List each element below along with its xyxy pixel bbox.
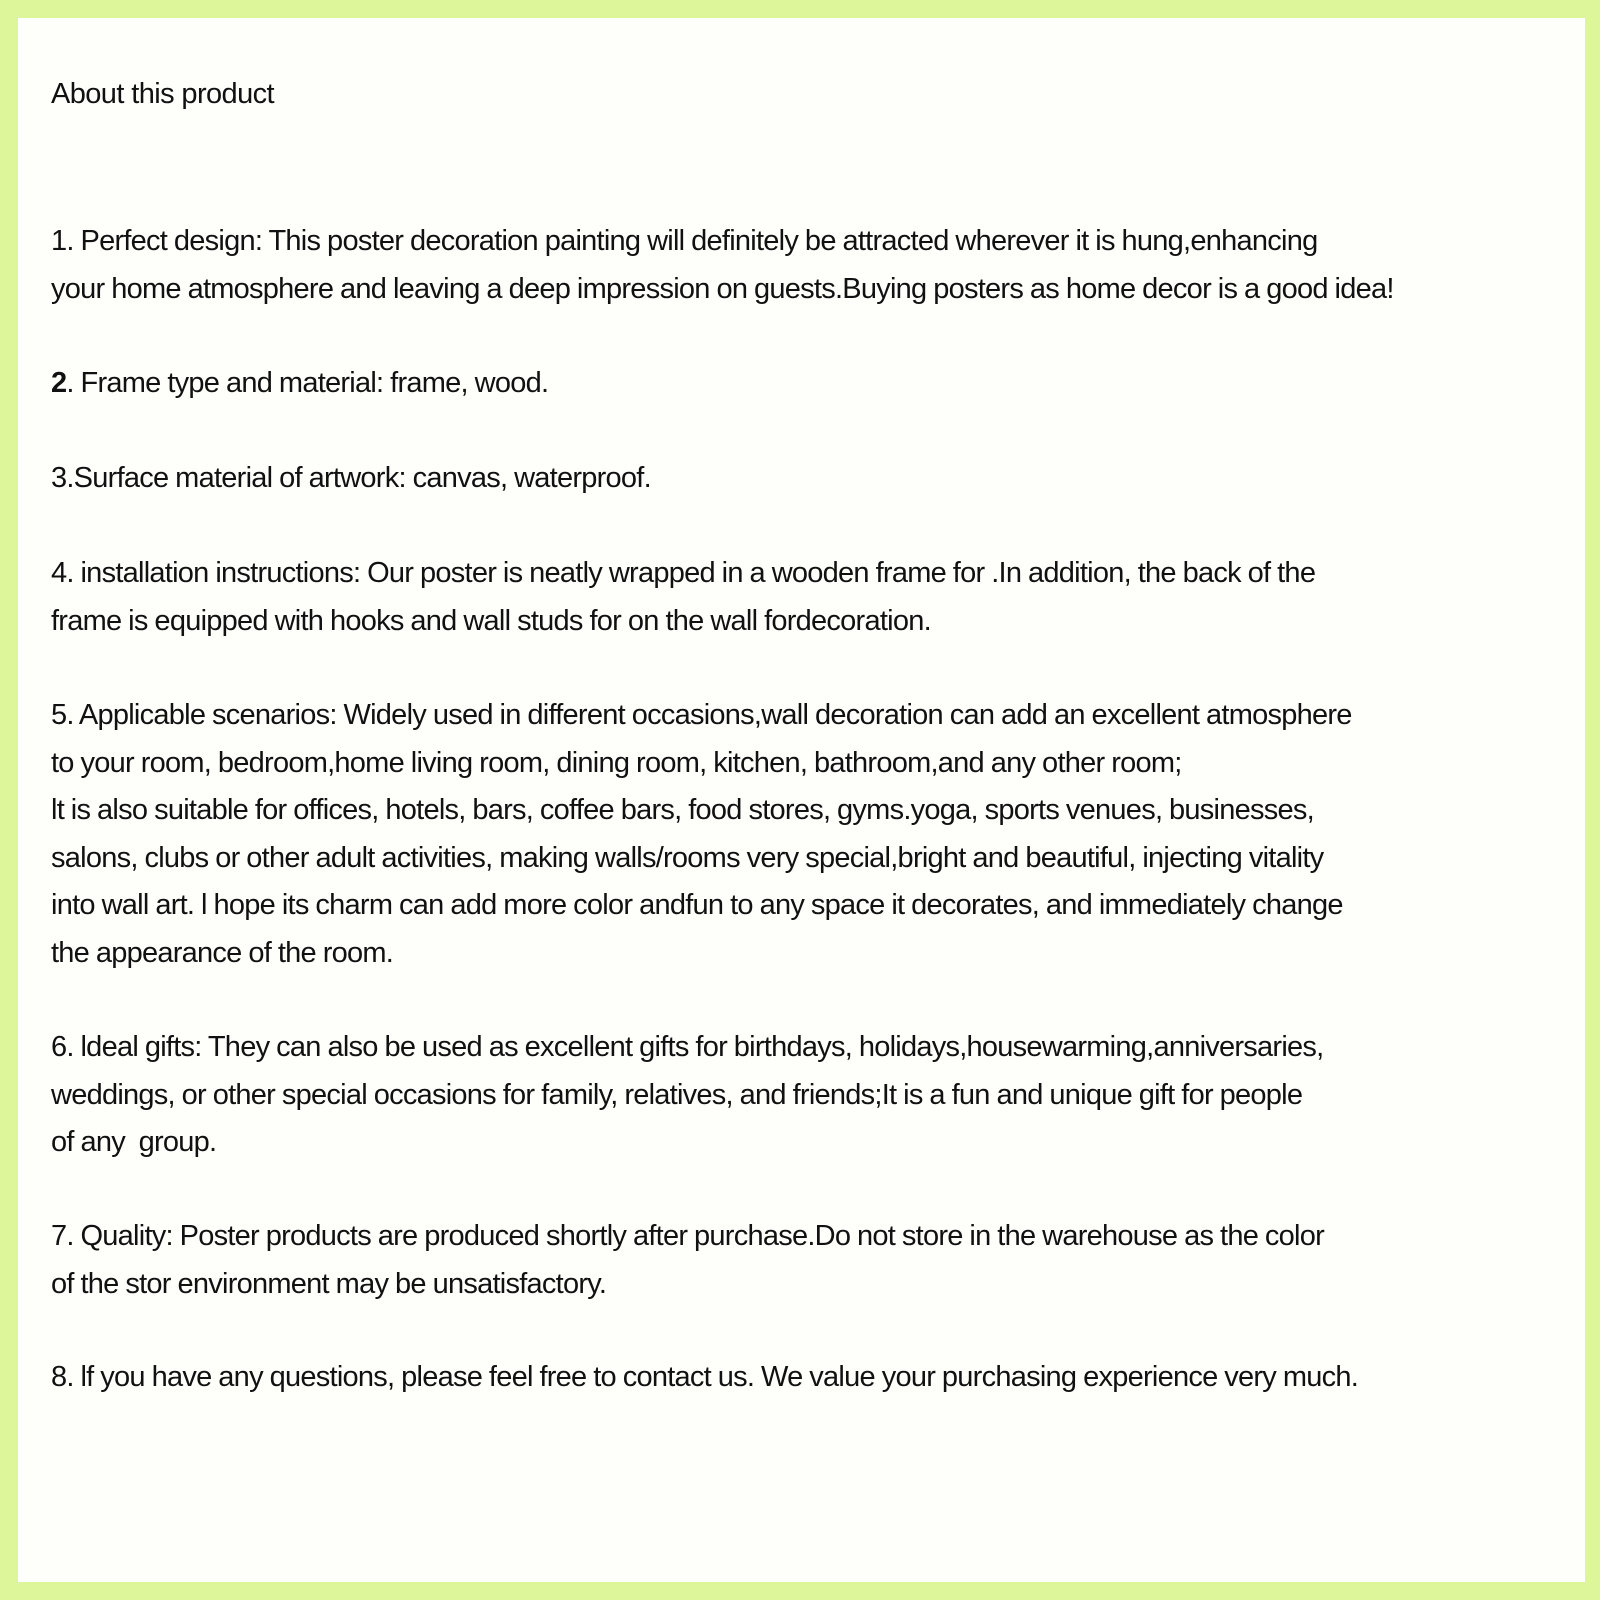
text-line: weddings, or other special occasions for family, relatives, and friends;It is a fun and unique gift for people: [51, 1078, 1303, 1111]
text-line: [51, 360, 548, 408]
text-line: 1. Perfect design: This poster decoration painting will definitely be attracted wherever it is hung,enhancing: [51, 225, 1318, 257]
text-line: 6. ldeal gifts: They can also be used as excellent gifts for birthdays, holidays,housewarming,anniversaries,: [51, 1031, 1324, 1063]
item-text: . Frame type and material: frame, wood.: [66, 367, 549, 399]
feature-item-contact: [51, 1354, 1358, 1402]
text-line: 4. installation instructions: Our poster is neatly wrapped in a wooden frame for .In addition, the back of the: [51, 557, 1316, 589]
feature-item-frame: [51, 360, 548, 408]
text-line: 8. lf you have any questions, please feel free to contact us. We value your purchasing experience very much.: [51, 1361, 1359, 1393]
text-line: of the stor environment may be unsatisfactory.: [51, 1267, 607, 1300]
document-frame: [18, 18, 1585, 1582]
text-line: into wall art. l hope its charm can add more color andfun to any space it decorates, and immediately change: [51, 889, 1343, 921]
text-line: lt is also suitable for offices, hotels, bars, coffee bars, food stores, gyms.yoga, sports venues, businesses,: [51, 794, 1314, 826]
text-line: your home atmosphere and leaving a deep impression on guests.Buying posters as home decor is a good idea!: [51, 272, 1394, 305]
text-line: 5. Applicable scenarios: Widely used in different occasions,wall decoration can add an excellent atmosphere: [51, 699, 1352, 731]
feature-item-scenarios: [51, 692, 1352, 977]
text-line: the appearance of the room.: [51, 936, 394, 969]
text-line: to your room, bedroom,home living room, dining room, kitchen, bathroom,and any other room;: [51, 746, 1182, 779]
text-line: salons, clubs or other adult activities, making walls/rooms very special,bright and beautiful, injecting vitality: [51, 841, 1324, 874]
text-line: 3.Surface material of artwork: canvas, waterproof.: [51, 462, 651, 494]
feature-item-design: [51, 218, 1394, 313]
feature-item-surface: [51, 455, 651, 503]
text-line: frame is equipped with hooks and wall studs for on the wall fordecoration.: [51, 604, 931, 637]
feature-item-installation: [51, 550, 1315, 645]
item-number: 2: [51, 367, 67, 399]
feature-item-gifts: [51, 1024, 1323, 1167]
text-line: of any group.: [51, 1126, 217, 1158]
section-title: About this product: [51, 78, 274, 110]
feature-item-quality: [51, 1213, 1324, 1308]
text-line: 7. Quality: Poster products are produced shortly after purchase.Do not store in the warehouse as the color: [51, 1220, 1325, 1252]
